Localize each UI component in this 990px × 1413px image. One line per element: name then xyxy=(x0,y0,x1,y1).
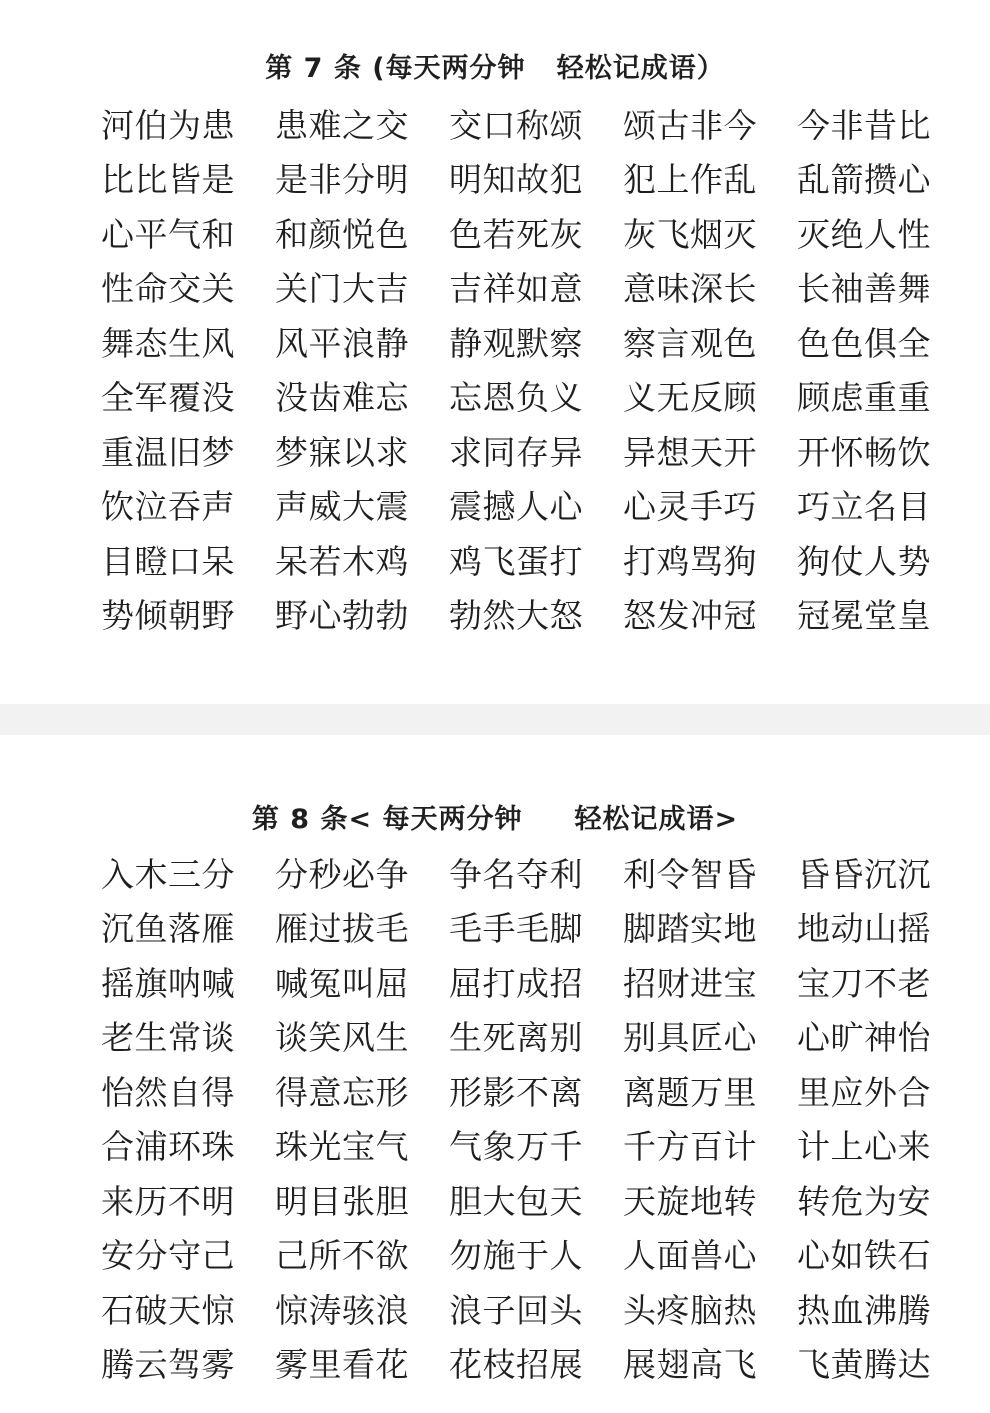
idiom-cell: 呆若木鸡 xyxy=(275,541,409,581)
idiom-cell: 梦寐以求 xyxy=(275,432,409,472)
idiom-cell: 心如铁石 xyxy=(797,1236,931,1276)
idiom-cell: 来历不明 xyxy=(101,1181,235,1221)
idiom-cell: 雾里看花 xyxy=(275,1345,409,1385)
idiom-cell: 勃然大怒 xyxy=(449,596,583,636)
idiom-cell: 离题万里 xyxy=(623,1072,757,1112)
idiom-cell: 腾云驾雾 xyxy=(101,1345,235,1385)
idiom-cell: 没齿难忘 xyxy=(275,378,409,418)
idiom-cell: 沉鱼落雁 xyxy=(101,909,235,949)
idiom-cell: 狗仗人势 xyxy=(797,541,931,581)
idiom-cell: 忘恩负义 xyxy=(449,378,583,418)
idiom-row xyxy=(101,847,941,902)
idiom-cell: 宝刀不老 xyxy=(797,963,931,1003)
idiom-row xyxy=(101,902,941,957)
idiom-cell: 石破天惊 xyxy=(101,1290,235,1330)
idiom-cell: 怒发冲冠 xyxy=(623,596,757,636)
idiom-row xyxy=(101,153,941,208)
idiom-cell: 浪子回头 xyxy=(449,1290,583,1330)
idiom-cell: 冠冕堂皇 xyxy=(797,596,931,636)
idiom-row xyxy=(101,1011,941,1066)
idiom-cell: 形影不离 xyxy=(449,1072,583,1112)
idiom-cell: 老生常谈 xyxy=(101,1018,235,1058)
idiom-cell: 昏昏沉沉 xyxy=(797,854,931,894)
idiom-cell: 静观默察 xyxy=(449,323,583,363)
idiom-cell: 喊冤叫屈 xyxy=(275,963,409,1003)
idiom-cell: 犯上作乱 xyxy=(623,160,757,200)
idiom-cell: 异想天开 xyxy=(623,432,757,472)
idiom-cell: 珠光宝气 xyxy=(275,1127,409,1167)
idiom-cell: 意味深长 xyxy=(623,269,757,309)
idiom-row xyxy=(101,1120,941,1175)
idiom-cell: 饮泣吞声 xyxy=(101,487,235,527)
idiom-cell: 谈笑风生 xyxy=(275,1018,409,1058)
idiom-cell: 别具匠心 xyxy=(623,1018,757,1058)
idiom-row xyxy=(101,1338,941,1393)
idiom-grid xyxy=(101,98,941,643)
idiom-cell: 舞态生风 xyxy=(101,323,235,363)
idiom-row xyxy=(101,262,941,317)
idiom-cell: 关门大吉 xyxy=(275,269,409,309)
idiom-cell: 人面兽心 xyxy=(623,1236,757,1276)
idiom-cell: 求同存异 xyxy=(449,432,583,472)
idiom-row xyxy=(101,425,941,480)
idiom-cell: 雁过拔毛 xyxy=(275,909,409,949)
idiom-cell: 地动山摇 xyxy=(797,909,931,949)
idiom-cell: 头疼脑热 xyxy=(623,1290,757,1330)
idiom-cell: 惊涛骇浪 xyxy=(275,1290,409,1330)
idiom-cell: 天旋地转 xyxy=(623,1181,757,1221)
idiom-row xyxy=(101,534,941,589)
idiom-cell: 安分守己 xyxy=(101,1236,235,1276)
idiom-cell: 顾虑重重 xyxy=(797,378,931,418)
idiom-cell: 热血沸腾 xyxy=(797,1290,931,1330)
idiom-cell: 开怀畅饮 xyxy=(797,432,931,472)
idiom-cell: 巧立名目 xyxy=(797,487,931,527)
idiom-row xyxy=(101,1229,941,1284)
idiom-cell: 今非昔比 xyxy=(797,105,931,145)
idiom-cell: 计上心来 xyxy=(797,1127,931,1167)
idiom-cell: 胆大包天 xyxy=(449,1181,583,1221)
idiom-row xyxy=(101,589,941,644)
idiom-cell: 飞黄腾达 xyxy=(797,1345,931,1385)
idiom-cell: 乱箭攒心 xyxy=(797,160,931,200)
idiom-cell: 勿施于人 xyxy=(449,1236,583,1276)
idiom-cell: 和颜悦色 xyxy=(275,214,409,254)
idiom-cell: 明目张胆 xyxy=(275,1181,409,1221)
idiom-cell: 毛手毛脚 xyxy=(449,909,583,949)
idiom-cell: 交口称颂 xyxy=(449,105,583,145)
idiom-cell: 合浦环珠 xyxy=(101,1127,235,1167)
idiom-cell: 气象万千 xyxy=(449,1127,583,1167)
idiom-cell: 得意忘形 xyxy=(275,1072,409,1112)
idiom-cell: 转危为安 xyxy=(797,1181,931,1221)
idiom-cell: 分秒必争 xyxy=(275,854,409,894)
idiom-row xyxy=(101,1174,941,1229)
idiom-cell: 色若死灰 xyxy=(449,214,583,254)
idiom-cell: 利令智昏 xyxy=(623,854,757,894)
idiom-cell: 声威大震 xyxy=(275,487,409,527)
idiom-cell: 心平气和 xyxy=(101,214,235,254)
idiom-row xyxy=(101,1065,941,1120)
idiom-cell: 千方百计 xyxy=(623,1127,757,1167)
idiom-cell: 摇旗呐喊 xyxy=(101,963,235,1003)
idiom-cell: 全军覆没 xyxy=(101,378,235,418)
idiom-cell: 己所不欲 xyxy=(275,1236,409,1276)
idiom-cell: 势倾朝野 xyxy=(101,596,235,636)
idiom-cell: 鸡飞蛋打 xyxy=(449,541,583,581)
idiom-cell: 目瞪口呆 xyxy=(101,541,235,581)
idiom-cell: 脚踏实地 xyxy=(623,909,757,949)
idiom-cell: 患难之交 xyxy=(275,105,409,145)
idiom-cell: 风平浪静 xyxy=(275,323,409,363)
idiom-cell: 性命交关 xyxy=(101,269,235,309)
idiom-cell: 花枝招展 xyxy=(449,1345,583,1385)
section-title: 第 7 条 (每天两分钟 轻松记成语） xyxy=(265,53,725,84)
idiom-grid xyxy=(101,847,941,1392)
idiom-row xyxy=(101,956,941,1011)
idiom-row xyxy=(101,371,941,426)
idiom-cell: 灭绝人性 xyxy=(797,214,931,254)
idiom-cell: 灰飞烟灭 xyxy=(623,214,757,254)
idiom-cell: 重温旧梦 xyxy=(101,432,235,472)
idiom-cell: 打鸡骂狗 xyxy=(623,541,757,581)
idiom-cell: 吉祥如意 xyxy=(449,269,583,309)
idiom-cell: 屈打成招 xyxy=(449,963,583,1003)
idiom-row xyxy=(101,480,941,535)
idiom-row xyxy=(101,1283,941,1338)
idiom-cell: 比比皆是 xyxy=(101,160,235,200)
idiom-cell: 义无反顾 xyxy=(623,378,757,418)
idiom-cell: 心旷神怡 xyxy=(797,1018,931,1058)
idiom-cell: 震撼人心 xyxy=(449,487,583,527)
idiom-cell: 展翅高飞 xyxy=(623,1345,757,1385)
idiom-cell: 色色俱全 xyxy=(797,323,931,363)
idiom-cell: 是非分明 xyxy=(275,160,409,200)
idiom-row xyxy=(101,316,941,371)
idiom-cell: 明知故犯 xyxy=(449,160,583,200)
idiom-cell: 颂古非今 xyxy=(623,105,757,145)
idiom-cell: 招财进宝 xyxy=(623,963,757,1003)
idiom-cell: 怡然自得 xyxy=(101,1072,235,1112)
idiom-cell: 察言观色 xyxy=(623,323,757,363)
idiom-cell: 入木三分 xyxy=(101,854,235,894)
idiom-cell: 里应外合 xyxy=(797,1072,931,1112)
idiom-cell: 河伯为患 xyxy=(101,105,235,145)
idiom-cell: 长袖善舞 xyxy=(797,269,931,309)
idiom-cell: 争名夺利 xyxy=(449,854,583,894)
idiom-row xyxy=(101,98,941,153)
idiom-cell: 野心勃勃 xyxy=(275,596,409,636)
idiom-cell: 心灵手巧 xyxy=(623,487,757,527)
idiom-cell: 生死离别 xyxy=(449,1018,583,1058)
idiom-row xyxy=(101,207,941,262)
section-divider xyxy=(0,704,990,735)
section-title: 第 8 条< 每天两分钟 轻松记成语> xyxy=(251,804,739,835)
